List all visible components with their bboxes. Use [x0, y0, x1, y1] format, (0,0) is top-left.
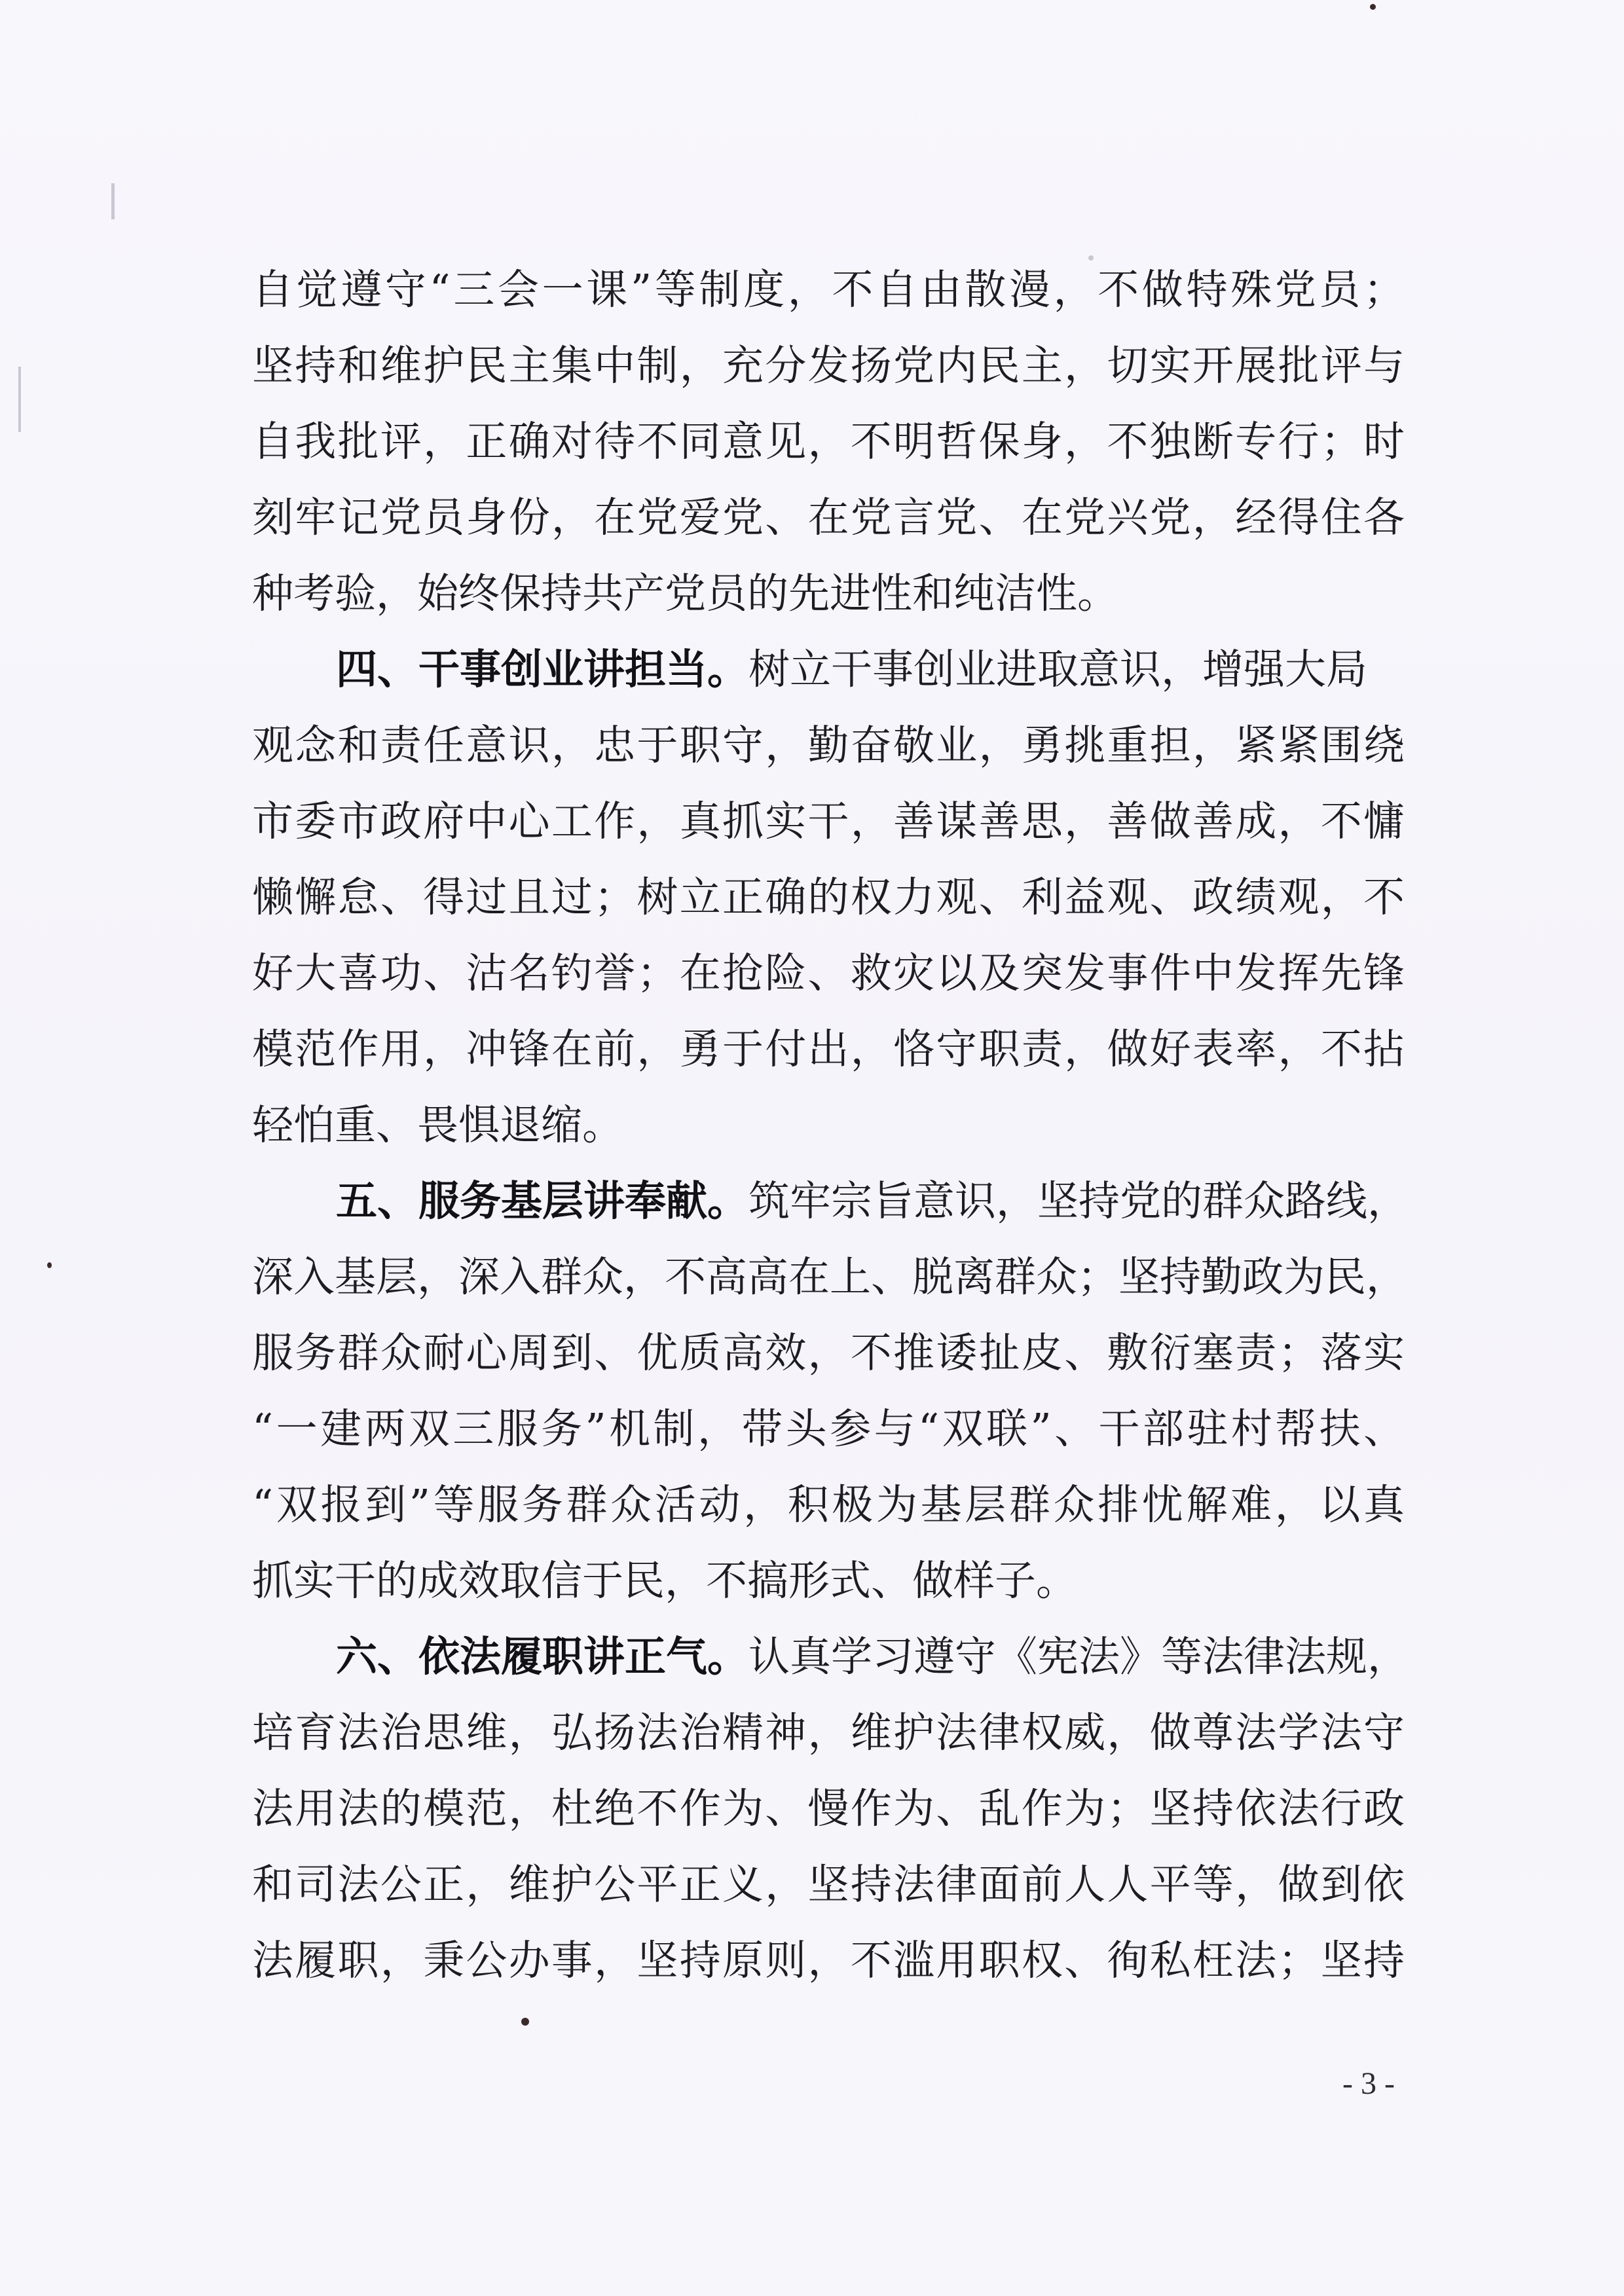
- section-heading: 六、依法履职讲正气。: [336, 1633, 748, 1681]
- text-line: 法用法的模范，杜绝不作为、慢作为、乱作为；坚持依法行政: [252, 1785, 1405, 1832]
- text-line: 和司法公正，维护公平正义，坚持法律面前人人平等，做到依: [252, 1861, 1405, 1908]
- text-line: 抓实干的成效取信于民，不搞形式、做样子。: [252, 1557, 1077, 1605]
- section-first-line: [252, 1619, 1409, 1695]
- text-line: 模范作用，冲锋在前，勇于付出，恪守职责，做好表率，不拈: [252, 1025, 1405, 1073]
- scan-speck: [521, 2018, 529, 2026]
- section-first-line: [252, 1163, 1409, 1239]
- body-text: [252, 252, 1409, 1999]
- section-first-line-text: 树立干事创业进取意识，增强大局: [748, 646, 1367, 693]
- text-line: 坚持和维护民主集中制，充分发扬党内民主，切实开展批评与: [252, 342, 1405, 390]
- section-first-line-text: 筑牢宗旨意识，坚持党的群众路线，: [748, 1177, 1409, 1225]
- text-line: 法履职，秉公办事，坚持原则，不滥用职权、徇私枉法；坚持: [252, 1937, 1405, 1984]
- text-line: “一建两双三服务”机制，带头参与“双联”、干部驻村帮扶、: [252, 1405, 1405, 1453]
- section-6: [252, 1619, 1409, 1999]
- text-line: 观念和责任意识，忠于职守，勤奋敬业，勇挑重担，紧紧围绕: [252, 721, 1405, 769]
- section-first-line: [252, 632, 1405, 708]
- section-heading: 四、干事创业讲担当。: [336, 646, 748, 693]
- scan-speck: [1370, 4, 1376, 10]
- section-5: [252, 1163, 1409, 1619]
- text-line: 自觉遵守“三会一课”等制度，不自由散漫，不做特殊党员；: [252, 266, 1405, 314]
- punch-mark: [18, 367, 21, 432]
- text-line: 种考验，始终保持共产党员的先进性和纯洁性。: [252, 570, 1118, 617]
- section-heading: 五、服务基层讲奉献。: [336, 1177, 748, 1225]
- text-line: 自我批评，正确对待不同意见，不明哲保身，不独断专行；时: [252, 418, 1405, 465]
- page-number: - 3 -: [1342, 2066, 1395, 2101]
- text-line: 轻怕重、畏惧退缩。: [252, 1101, 623, 1149]
- section-first-line-text: 认真学习遵守《宪法》等法律法规，: [748, 1633, 1409, 1681]
- text-line: 刻牢记党员身份，在党爱党、在党言党、在党兴党，经得住各: [252, 494, 1405, 541]
- punch-mark: [111, 183, 115, 219]
- text-line: 市委市政府中心工作，真抓实干，善谋善思，善做善成，不慵: [252, 797, 1405, 845]
- paragraph-continued: [252, 252, 1405, 632]
- text-line: 服务群众耐心周到、优质高效，不推诿扯皮、敷衍塞责；落实: [252, 1329, 1405, 1377]
- text-line: “双报到”等服务群众活动，积极为基层群众排忧解难，以真: [252, 1481, 1405, 1529]
- text-line: 深入基层，深入群众，不高高在上、脱离群众；坚持勤政为民，: [252, 1253, 1407, 1301]
- section-4: [252, 632, 1405, 1163]
- text-line: 懒懈怠、得过且过；树立正确的权力观、利益观、政绩观，不: [252, 873, 1405, 921]
- scan-speck: [47, 1262, 52, 1268]
- text-line: 培育法治思维，弘扬法治精神，维护法律权威，做尊法学法守: [252, 1709, 1405, 1757]
- text-line: 好大喜功、沽名钓誉；在抢险、救灾以及突发事件中发挥先锋: [252, 949, 1405, 997]
